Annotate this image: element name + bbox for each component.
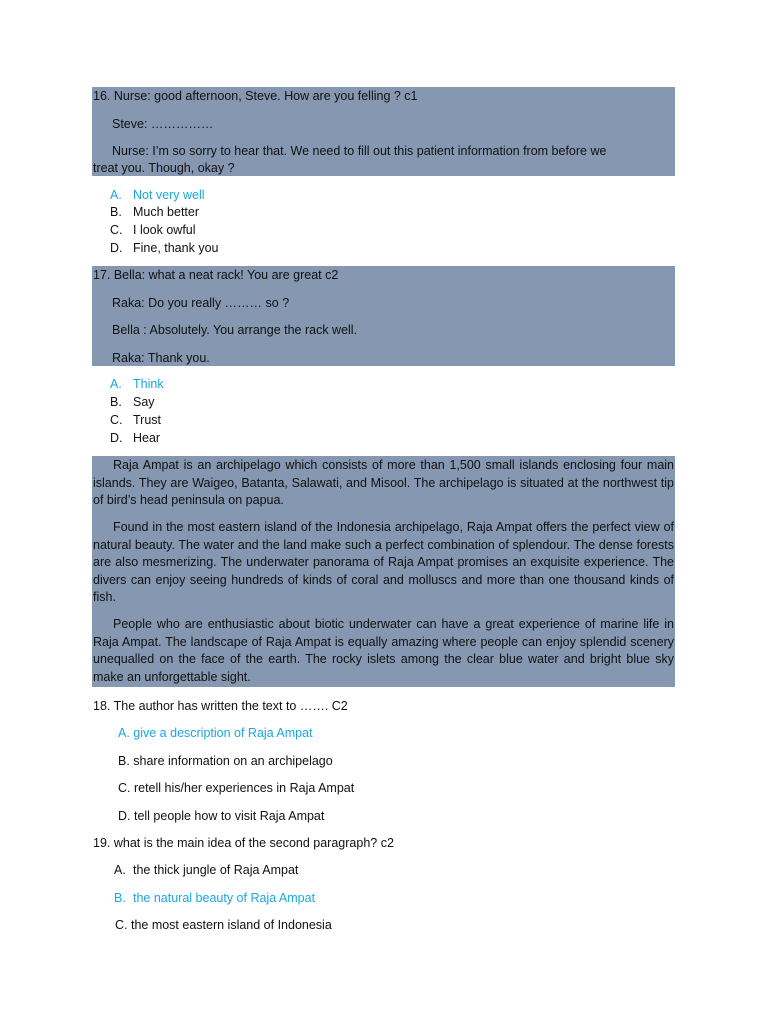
option-letter: A.: [110, 188, 122, 202]
q19-option-a: [114, 862, 298, 878]
q16-dialogue-line: Steve: ……………: [112, 117, 214, 131]
option-letter: A.: [110, 377, 122, 391]
q17-dialogue-line: Raka: Thank you.: [112, 351, 210, 365]
option-text: the natural beauty of Raja Ampat: [133, 891, 316, 905]
option-text: I look owful: [133, 223, 196, 237]
q16-option-d: [110, 240, 218, 256]
option-text: Hear: [133, 431, 161, 445]
option-letter: D.: [110, 431, 123, 445]
q16-dialogue-line: Nurse: I’m so sorry to hear that. We need to fill out this patient information from before we: [112, 144, 607, 158]
option-letter: B.: [114, 891, 126, 905]
option-letter: A.: [114, 863, 126, 877]
q16-dialogue-line: treat you. Though, okay ?: [93, 161, 235, 175]
q18-option-c: C. retell his/her experiences in Raja Ampat: [118, 781, 355, 795]
q19-stem: 19. what is the main idea of the second paragraph? c2: [93, 836, 394, 850]
q19-option-b: [114, 890, 315, 906]
option-text: Trust: [133, 413, 162, 427]
q16-option-a: [110, 187, 205, 203]
q17-option-c: [110, 412, 161, 428]
option-letter: B.: [110, 395, 122, 409]
option-letter: C.: [110, 223, 123, 237]
option-text: Say: [133, 395, 155, 409]
q17-dialogue-line: Bella : Absolutely. You arrange the rack well.: [112, 323, 358, 337]
q18-option-b: B. share information on an archipelago: [118, 754, 333, 768]
passage-paragraph-1: Raja Ampat is an archipelago which consists of more than 1,500 small islands enclosing four main islands. They are Waigeo, Batanta, Salawati, and Misool. The archipelago is situated at the northwest tip of bird’s head peninsula on papua.: [93, 458, 674, 508]
option-letter: C.: [110, 413, 123, 427]
q17-dialogue-line: Raka: Do you really ……… so ?: [112, 296, 290, 310]
q17-option-d: [110, 430, 160, 446]
q16-option-c: [110, 222, 196, 238]
q19-option-c: C. the most eastern island of Indonesia: [115, 918, 332, 932]
option-letter: D.: [110, 241, 123, 255]
q18-option-d: D. tell people how to visit Raja Ampat: [118, 809, 325, 823]
q17-option-a: [110, 376, 164, 392]
option-text: the thick jungle of Raja Ampat: [133, 863, 299, 877]
passage-paragraph-2: Found in the most eastern island of the Indonesia archipelago, Raja Ampat offers the perfect view of natural beauty. The water and the land make such a perfect combination of splendour. The dense forests are also mesmerizing. The underwater panorama of Raja Ampat promises an exquisite experience. The divers can enjoy seeing hundreds of kinds of coral and molluscs and more than one thousand kinds of fish.: [93, 520, 674, 605]
q16-stem: 16. Nurse: good afternoon, Steve. How are you felling ? c1: [93, 89, 418, 103]
option-text: Think: [133, 377, 164, 391]
passage-paragraph-3: People who are enthusiastic about biotic underwater can have a great experience of marine life in Raja Ampat. The landscape of Raja Ampat is equally amazing where people can enjoy splendid scenery unequalled on the face of the earth. The rocky islets among the clear blue water and bright blue sky make an unforgettable sight.: [93, 617, 674, 684]
q18-stem: 18. The author has written the text to ……. C2: [93, 699, 348, 713]
option-letter: B.: [110, 205, 122, 219]
q17-option-b: [110, 394, 155, 410]
option-text: Much better: [133, 205, 200, 219]
option-text: Fine, thank you: [133, 241, 219, 255]
q16-option-b: [110, 204, 199, 220]
q17-stem: 17. Bella: what a neat rack! You are great c2: [93, 268, 339, 282]
option-text: Not very well: [133, 188, 205, 202]
q18-option-a: A. give a description of Raja Ampat: [118, 726, 313, 740]
